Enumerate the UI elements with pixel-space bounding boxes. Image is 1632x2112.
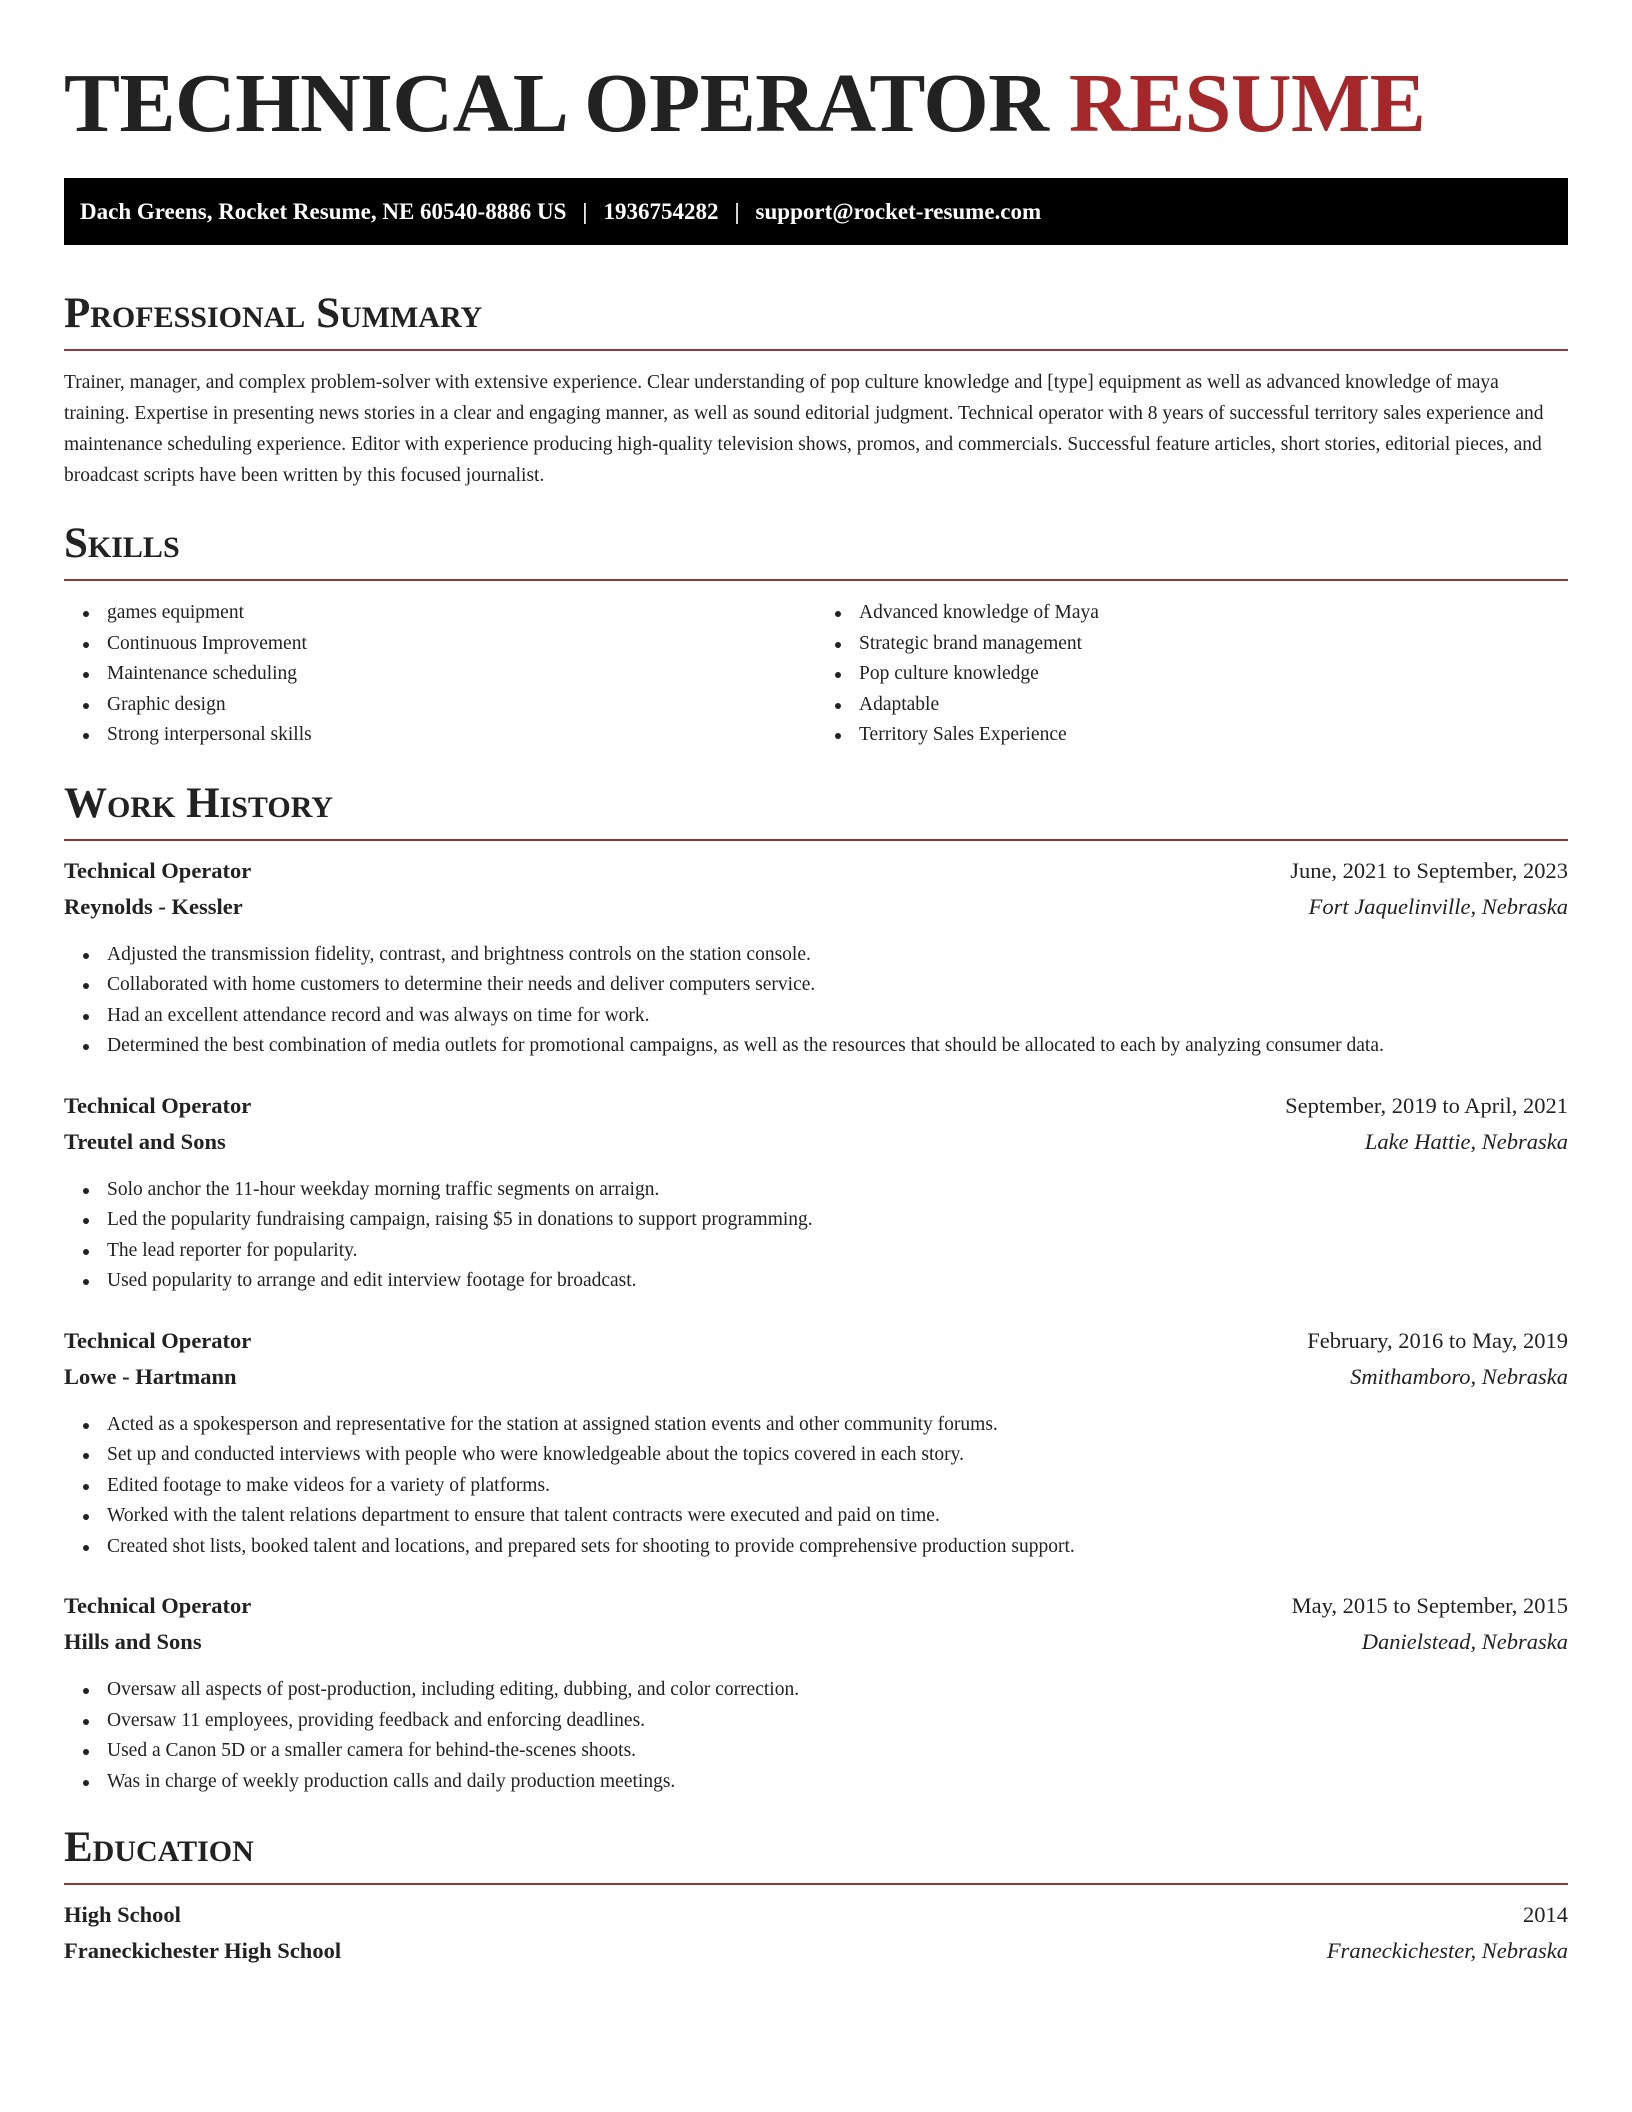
job-bullets — [64, 940, 1568, 1062]
section-divider — [64, 839, 1568, 841]
work-history-section — [64, 779, 1568, 1798]
job-title: Technical Operator — [64, 1593, 252, 1618]
summary-heading: Professional Summary — [64, 290, 483, 337]
job-location: Lake Hattie, Nebraska — [1364, 1128, 1568, 1154]
job-location: Fort Jaquelinville, Nebraska — [1308, 893, 1568, 919]
job-bullets — [64, 1175, 1568, 1297]
title-main: TECHNICAL OPERATOR — [64, 57, 1049, 150]
skills-column-left — [64, 598, 816, 751]
contact-bar — [64, 178, 1568, 245]
section-divider — [64, 579, 1568, 581]
job-bullet: Oversaw 11 employees, providing feedback and enforcing deadlines. — [107, 1706, 1568, 1737]
job-entry — [64, 1593, 1568, 1797]
skills-grid — [64, 598, 1568, 751]
skill-item: Continuous Improvement — [107, 629, 816, 660]
skill-item: games equipment — [107, 598, 816, 629]
job-company: Hills and Sons — [64, 1629, 202, 1654]
job-bullet: Worked with the talent relations department to ensure that talent contracts were executed and paid on time. — [107, 1501, 1568, 1532]
skills-column-right — [816, 598, 1568, 751]
job-bullet: Used a Canon 5D or a smaller camera for behind-the-scenes shoots. — [107, 1736, 1568, 1767]
job-company-row — [64, 1629, 1568, 1665]
job-bullet: Adjusted the transmission fidelity, contrast, and brightness controls on the station console. — [107, 940, 1568, 971]
job-bullet: Solo anchor the 11-hour weekday morning traffic segments on arraign. — [107, 1175, 1568, 1206]
job-company-row — [64, 1129, 1568, 1165]
job-title: Technical Operator — [64, 1327, 252, 1353]
job-company: Reynolds - Kessler — [64, 893, 243, 919]
job-dates: May, 2015 to September, 2015 — [1291, 1593, 1568, 1618]
education-section — [64, 1823, 1568, 1974]
job-company: Treutel and Sons — [64, 1128, 226, 1154]
job-entry — [64, 858, 1568, 1062]
job-bullet: Oversaw all aspects of post-production, including editing, dubbing, and color correction. — [107, 1675, 1568, 1706]
job-bullet: Edited footage to make videos for a variety of platforms. — [107, 1471, 1568, 1502]
education-entry — [64, 1902, 1568, 1974]
education-school-row — [64, 1938, 1568, 1974]
job-company-row — [64, 894, 1568, 930]
education-heading: Education — [64, 1824, 254, 1871]
section-divider — [64, 1883, 1568, 1885]
title-accent: RESUME — [1068, 57, 1426, 150]
summary-section — [64, 289, 1568, 491]
job-entry — [64, 1093, 1568, 1297]
contact-separator: | — [582, 198, 588, 224]
skill-item: Graphic design — [107, 690, 816, 721]
job-dates: February, 2016 to May, 2019 — [1307, 1327, 1568, 1353]
education-degree: High School — [64, 1902, 181, 1927]
job-location: Smithamboro, Nebraska — [1350, 1363, 1568, 1389]
job-location: Danielstead, Nebraska — [1361, 1629, 1568, 1654]
education-year: 2014 — [1523, 1902, 1568, 1927]
skill-item: Strong interpersonal skills — [107, 720, 816, 751]
contact-address: Dach Greens, Rocket Resume, NE 60540-8886 US — [80, 198, 567, 224]
job-bullet: Used popularity to arrange and edit interview footage for broadcast. — [107, 1266, 1568, 1297]
job-bullet: Acted as a spokesperson and representative for the station at assigned station events and other community forums. — [107, 1410, 1568, 1441]
job-dates: June, 2021 to September, 2023 — [1290, 857, 1568, 883]
job-bullet: Set up and conducted interviews with people who were knowledgeable about the topics covered in each story. — [107, 1440, 1568, 1471]
contact-phone[interactable]: 1936754282 — [603, 198, 719, 224]
skills-heading: Skills — [64, 520, 180, 567]
skill-item: Advanced knowledge of Maya — [859, 598, 1568, 629]
job-header-row — [64, 1328, 1568, 1364]
job-company-row — [64, 1364, 1568, 1400]
job-title: Technical Operator — [64, 1092, 252, 1118]
resume-title — [64, 0, 1568, 150]
contact-separator: | — [734, 198, 740, 224]
job-dates: September, 2019 to April, 2021 — [1285, 1092, 1568, 1118]
education-school: Franeckichester High School — [64, 1938, 342, 1963]
work-history-heading: Work History — [64, 779, 333, 827]
job-title: Technical Operator — [64, 857, 252, 883]
skill-item: Adaptable — [859, 690, 1568, 721]
job-bullet: Collaborated with home customers to determine their needs and deliver computers service. — [107, 970, 1568, 1001]
job-bullet: Was in charge of weekly production calls and daily production meetings. — [107, 1767, 1568, 1798]
skill-item: Pop culture knowledge — [859, 659, 1568, 690]
skill-item: Strategic brand management — [859, 629, 1568, 660]
education-degree-row — [64, 1902, 1568, 1938]
job-bullet: Had an excellent attendance record and was always on time for work. — [107, 1001, 1568, 1032]
job-bullet: Determined the best combination of media outlets for promotional campaigns, as well as the resources that should be allocated to each by analyzing consumer data. — [107, 1031, 1568, 1062]
job-bullet: Created shot lists, booked talent and locations, and prepared sets for shooting to provide comprehensive production support. — [107, 1532, 1568, 1563]
skill-item: Maintenance scheduling — [107, 659, 816, 690]
education-location: Franeckichester, Nebraska — [1326, 1938, 1568, 1963]
job-company: Lowe - Hartmann — [64, 1363, 237, 1389]
job-header-row — [64, 1593, 1568, 1629]
job-entry — [64, 1328, 1568, 1563]
contact-email[interactable]: support@rocket-resume.com — [755, 198, 1042, 224]
skill-item: Territory Sales Experience — [859, 720, 1568, 751]
job-bullets — [64, 1410, 1568, 1563]
job-header-row — [64, 1093, 1568, 1129]
job-bullet: The lead reporter for popularity. — [107, 1236, 1568, 1267]
section-divider — [64, 349, 1568, 351]
summary-text: Trainer, manager, and complex problem-solver with extensive experience. Clear understanding of pop culture knowledge and [type] equipment as well as advanced knowledge of maya training. Expertise in presenting news stories in a clear and engaging manner, as well as sound editorial judgment. Technical operator with 8 years of successful territory sales experience and maintenance scheduling experience. Editor with experience producing high-quality television shows, promos, and commercials. Successful feature articles, short stories, editorial pieces, and broadcast scripts have been written by this focused journalist. — [64, 372, 1544, 486]
skills-section — [64, 519, 1568, 751]
job-bullet: Led the popularity fundraising campaign, raising $5 in donations to support programming. — [107, 1205, 1568, 1236]
job-header-row — [64, 858, 1568, 894]
job-bullets — [64, 1675, 1568, 1797]
